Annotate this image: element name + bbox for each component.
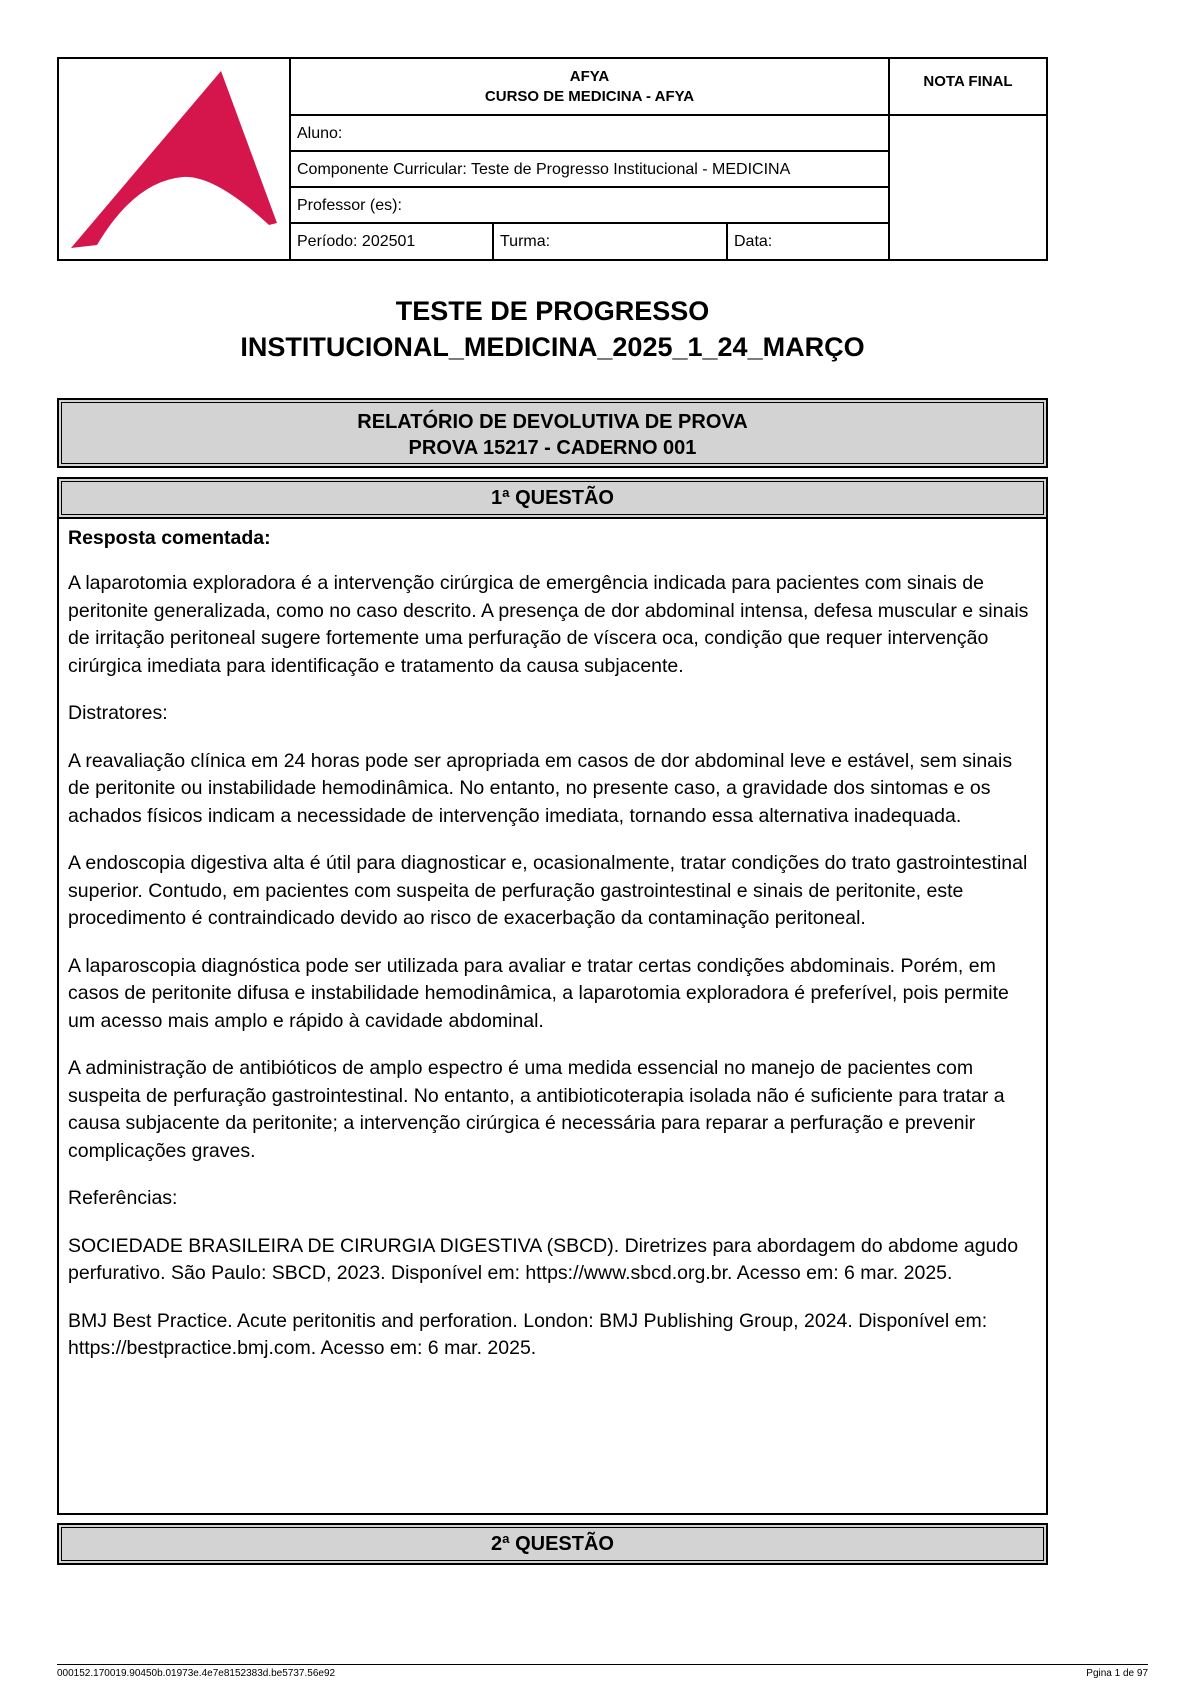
distractor-paragraph: A reavaliação clínica em 24 horas pode ser apropriada em casos de dor abdominal leve e estável, sem sinais de peritonite ou instabilidade hemodinâmica. No entanto, no presente caso, a gravidade dos sintomas e os achados físicos indicam a necessidade de intervenção imediata, tornando essa alternativa inadequada. xyxy=(68,749,1013,827)
afya-logo xyxy=(65,65,283,253)
distractors-heading: Distratores: xyxy=(68,702,168,724)
report-banner xyxy=(57,398,1048,468)
page-number: Pgina 1 de 97 xyxy=(1086,1668,1148,1679)
logo-cell xyxy=(59,59,291,259)
student-field[interactable]: Aluno: xyxy=(297,125,343,142)
professor-field[interactable]: Professor (es): xyxy=(297,197,402,214)
class-field[interactable]: Turma: xyxy=(500,233,551,250)
question-1-header: 1ª QUESTÃO xyxy=(57,477,1048,519)
commented-answer-heading: Resposta comentada: xyxy=(68,527,271,549)
curricular-component: Componente Curricular: Teste de Progresso Institucional - MEDICINA xyxy=(297,161,791,178)
exam-id: PROVA 15217 - CADERNO 001 xyxy=(408,437,697,459)
references-heading: Referências: xyxy=(68,1187,178,1209)
document-title xyxy=(57,293,1048,365)
answer-paragraph: A laparotomia exploradora é a intervenção cirúrgica de emergência indicada para pacientes com sinais de peritonite generalizada, como no caso descrito. A presença de dor abdominal intensa, defesa muscular e sinais de irritação peritoneal sugere fortemente uma perfuração de víscera oca, condição que requer intervenção cirúrgica imediata para identificação e tratamento da causa subjacente. xyxy=(68,572,1029,677)
title-line-1: TESTE DE PROGRESSO xyxy=(395,296,710,326)
institution-name: AFYA xyxy=(569,68,610,85)
title-line-2: INSTITUCIONAL_MEDICINA_2025_1_24_MARÇO xyxy=(240,332,865,362)
report-title: RELATÓRIO DE DEVOLUTIVA DE PROVA xyxy=(357,411,748,433)
course-name: CURSO DE MEDICINA - AFYA xyxy=(484,88,695,105)
reference-item: SOCIEDADE BRASILEIRA DE CIRURGIA DIGESTIVA (SBCD). Diretrizes para abordagem do abdome agudo perfurativo. São Paulo: SBCD, 2023. Disponível em: https://www.sbcd.org.br. Acesso em: 6 mar. 2025. xyxy=(68,1234,1019,1284)
period-field: Período: 202501 xyxy=(297,233,416,250)
grade-label: NOTA FINAL xyxy=(923,73,1013,90)
footer-rule xyxy=(57,1664,1148,1665)
reference-item: BMJ Best Practice. Acute peritonitis and perforation. London: BMJ Publishing Group, 2024. Disponível em: https://bestpractice.bmj.com. Acesso em: 6 mar. 2025. xyxy=(68,1309,988,1359)
distractor-paragraph: A administração de antibióticos de amplo espectro é uma medida essencial no manejo de pacientes com suspeita de perfuração gastrointestinal. No entanto, a antibioticoterapia isolada não é suficiente para tratar a causa subjacente da peritonite; a intervenção cirúrgica é necessária para reparar a perfuração e prevenir complicações graves. xyxy=(68,1057,1005,1162)
question-1-answer xyxy=(57,517,1048,1515)
distractor-paragraph: A endoscopia digestiva alta é útil para diagnosticar e, ocasionalmente, tratar condições do trato gastrointestinal superior. Contudo, em pacientes com suspeita de perfuração gastrointestinal e sinais de peritonite, este procedimento é contraindicado devido ao risco de exacerbação da contaminação peritoneal. xyxy=(68,852,1028,929)
question-2-header: 2ª QUESTÃO xyxy=(57,1523,1048,1565)
date-field[interactable]: Data: xyxy=(734,233,773,250)
document-code: 000152.170019.90450b.01973e.4e7e8152383d.be5737.56e92 xyxy=(57,1668,336,1679)
header-table xyxy=(57,57,1048,261)
distractor-paragraph: A laparoscopia diagnóstica pode ser utilizada para avaliar e tratar certas condições abdominais. Porém, em casos de peritonite difusa e instabilidade hemodinâmica, a laparotomia exploradora é preferível, pois permite um acesso mais amplo e rápido à cavidade abdominal. xyxy=(68,954,1009,1032)
